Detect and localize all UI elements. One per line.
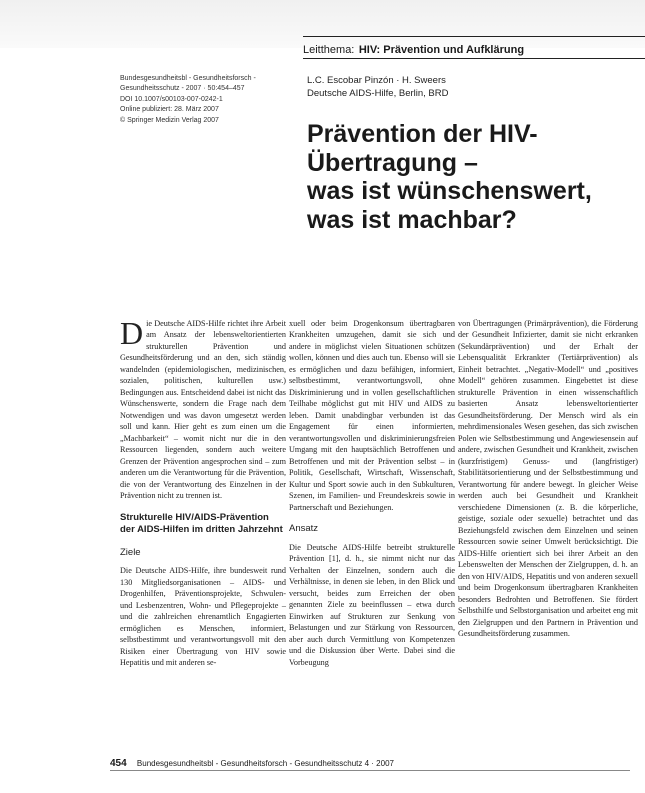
page-number: 454	[110, 758, 127, 769]
text-column-3	[458, 318, 638, 640]
header-rule	[303, 58, 645, 59]
meta-line: DOI 10.1007/s00103-007-0242-1	[120, 95, 223, 103]
text-column-1	[120, 315, 286, 669]
body-paragraph: von Übertragungen (Primärprävention), die Förderung der Gesundheit Infizierter, damit sie nicht erkranken (Sekundärprävention) und der Erhalt der Lebensqualität Erkrankter (Tertiärprävention) als Einheit betrachtet. „Negativ-Modell“ und „positives Modell“ gehören zusammen. Eingebettet ist diese strukturelle Prävention in einen wissenschaftlich basierten Ansatz lebensweltorientierter Gesundheitsförderung. Der Mensch wird als ein mehrdimensionales Wesen gesehen, das sich zwischen Polen wie Selbstbestimmung und Angewiesensein auf andere, zwischen Gesundheit und Krankheit, zwischen (kurzfristigem) Genuss- und (langfristiger) Stabilitätsorientierung und der Selbstbestimmung und Verantwortung für andere bewegt. In gleicher Weise werden auch bei Gesundheit und Krankheit verschiedene Dimensionen (z. B. die körperliche, geistige, soziale oder sexuelle) betrachtet und das Beziehungsfeld zwischen dem Einzelnen und seinen Ressourcen sowie seiner Umwelt berücksichtigt. Die AIDS-Hilfe orientiert sich bei ihrer Arbeit an den Lebenswelten der Menschen der Zielgruppen, d. h. an den von HIV/AIDS, Hepatitis und von anderen sexuell und beim Drogenkonsum übertragbaren Krankheiten besonders Bedrohten und Betroffenen. Sie fördert Selbsthilfe und Selbstorganisation und arbeitet eng mit den Zielgruppen und den Partnern in Prävention und Gesundheitsförderung zusammen.	[458, 319, 638, 639]
intro-text: ie Deutsche AIDS-Hilfe richtet ihre Arbeit am Ansatz der lebensweltorientierten strukturellen Prävention und Gesundheitsförderung und an den, sich ständig wandelnden (epidemiologischen, medizinischen, sozialen, politischen, kulturellen usw.) Bedingungen aus. Entscheidend dabei ist nicht das Wünschenswerte, sondern die Frage nach dem Notwendigen und was davon umgesetzt werden soll und kann. Hier geht es zum einen um die „Machbarkeit“ – womit nicht nur die in den Ressourcen liegenden, sondern auch weitere Grenzen der Prävention angesprochen sind – zum anderen um die Verantwortung für die Prävention, die von der Verantwortung des Einzelnen in der Prävention nicht zu trennen ist.	[120, 319, 286, 501]
meta-line: Bundesgesundheitsbl - Gesundheitsforsch -	[120, 75, 256, 82]
author-affiliation: Deutsche AIDS-Hilfe, Berlin, BRD	[307, 88, 449, 99]
body-paragraph: Die Deutsche AIDS-Hilfe betreibt strukturelle Prävention [1], d. h., sie nimmt nicht nur das Verhalten der Einzelnen, sondern auch die Verhältnisse, in denen sie leben, in den Blick und versucht, beides zum Erreichen der oben genannten Ziele zu beeinflussen – etwa durch Einwirken auf Strukturen zur Senkung von Belastungen und zur Stärkung von Ressourcen, aber auch durch Vermittlung von Kompetenzen und die Diskussion über Werte. Dabei sind die Vorbeugung	[289, 542, 455, 667]
footer-rule	[110, 770, 630, 771]
meta-line: Gesundheitsschutz - 2007 · 50:454–457	[120, 85, 245, 93]
section-header	[303, 40, 645, 60]
header-topic: HIV: Prävention und Aufklärung	[358, 44, 525, 56]
page-footer	[110, 758, 394, 769]
title-line: Übertragung –	[307, 148, 478, 177]
header-prefix: Leitthema:	[303, 44, 355, 56]
title-line: Prävention der HIV-	[307, 120, 538, 148]
author-names: L.C. Escobar Pinzón · H. Sweers	[307, 75, 446, 86]
meta-line: Online publiziert: 28. März 2007	[120, 106, 219, 114]
publication-meta	[120, 74, 290, 126]
article-title	[307, 120, 637, 234]
title-line: was ist wünschenswert,	[307, 177, 592, 205]
text-column-2	[289, 318, 455, 668]
subsection-heading-ziele: Ziele	[120, 546, 141, 558]
intro-paragraph	[120, 315, 286, 502]
journal-name: Bundesgesundheitsbl - Gesundheitsforsch - Gesundheitsschutz 4 · 2007	[136, 759, 394, 768]
author-block	[307, 74, 449, 100]
subsection-heading-ansatz: Ansatz	[289, 523, 319, 535]
body-paragraph: Die Deutsche AIDS-Hilfe, ihre bundesweit rund 130 Mitgliedsorganisationen – AIDS- und Drogenhilfen, Präventionsprojekte, Schwulen- und Lesbenzentren, Wohn- und Pflegeprojekte – und die zahlreichen ehrenamtlich Engagierten ermöglichen es Menschen, informiert, selbstbestimmt und verantwortungsvoll mit den Risiken einer Übertragung von HIV sowie Hepatitis und mit anderen se-	[120, 566, 286, 668]
section-heading: Strukturelle HIV/AIDS-Prävention der AIDS-Hilfen im dritten Jahrzehnt	[120, 511, 283, 536]
meta-line: © Springer Medizin Verlag 2007	[120, 116, 219, 124]
body-paragraph: xuell oder beim Drogenkonsum übertragbaren Krankheiten umzugehen, damit sie sich und andere in möglichst vielen Situationen schützen wollen, können und dies auch tun. Ebenso will sie es ermöglichen und dazu befähigen, informiert, selbstbestimmt, verantwortungsvoll, ohne Diskriminierung und in vollen gesellschaftlichen Teilhabe möglichst gut mit HIV und AIDS zu leben. Damit unabdingbar verbunden ist das Engagement für einen informierten, verantwortungsvollen und diskriminierungsfreien Umgang mit den hauptsächlich Betroffenen und Betroffenen und mit der Prävention selbst – in Politik, Gesellschaft, Wirtschaft, Wissenschaft, Kultur und Sport sowie auch in den Subkulturen, Szenen, im Familien- und Freundeskreis sowie in Partnerschaft und Beziehungen.	[289, 319, 455, 512]
header-top-rule	[303, 36, 645, 37]
title-line: was ist machbar?	[307, 205, 517, 234]
drop-cap: D	[120, 315, 144, 351]
